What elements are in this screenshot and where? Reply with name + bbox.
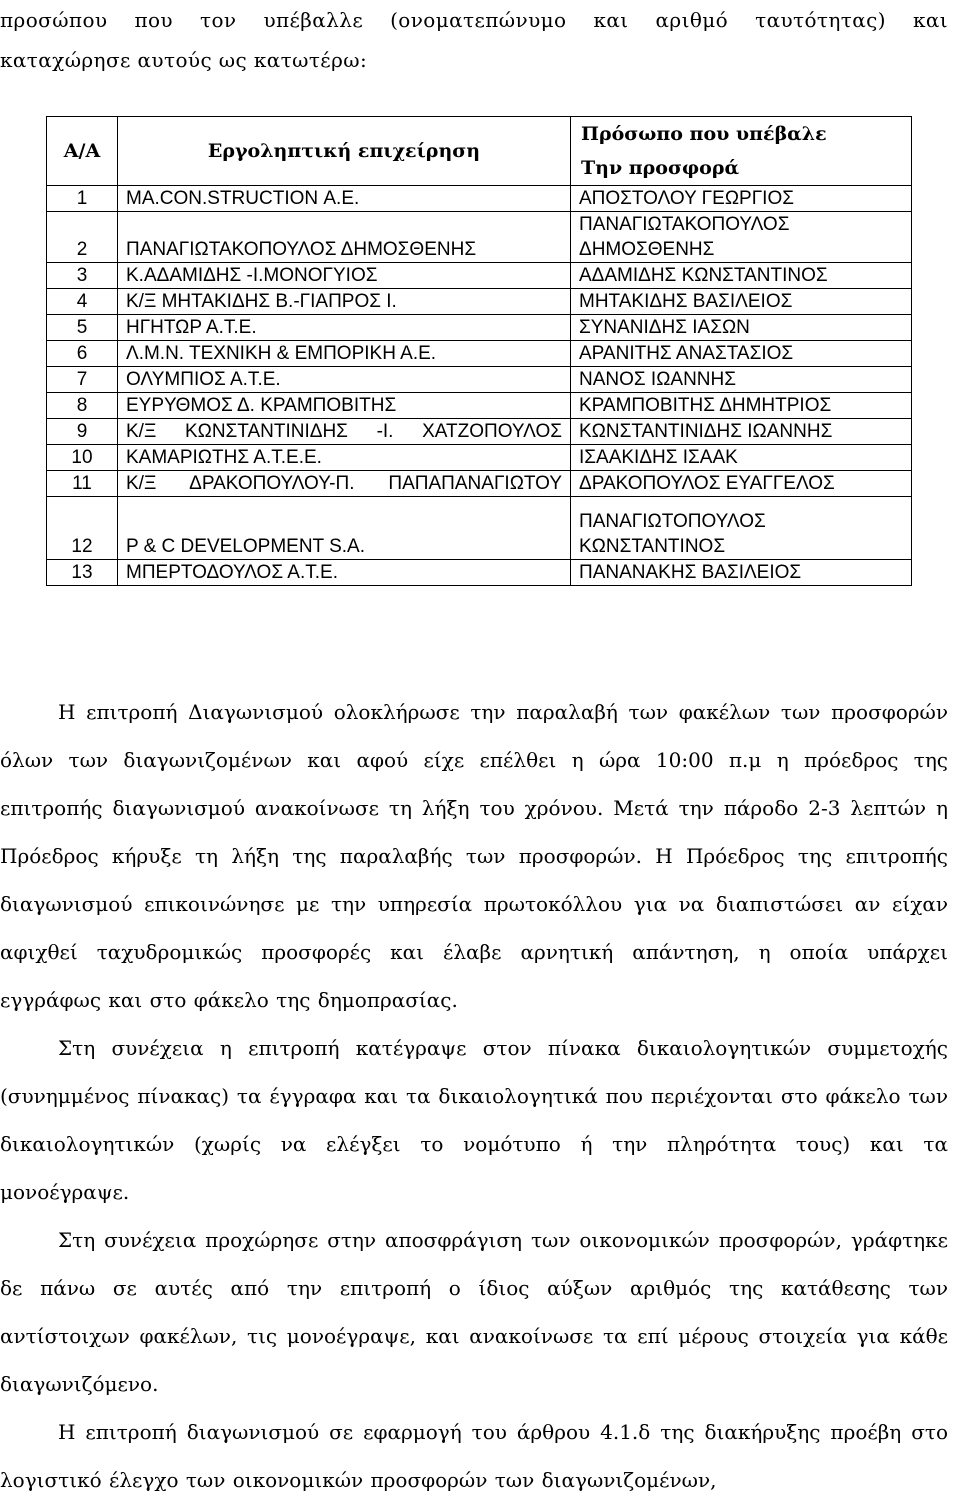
- row-company: [118, 419, 571, 445]
- header-person: [571, 117, 912, 186]
- row-number: 5: [47, 315, 118, 341]
- row-number: 10: [47, 445, 118, 471]
- table-row: [47, 560, 912, 586]
- row-company: Κ.ΑΔΑΜΙΔΗΣ -Ι.ΜΟΝΟΓΥΙΟΣ: [118, 263, 571, 289]
- offers-table: [46, 116, 912, 586]
- row-person: ΚΩΝΣΤΑΝΤΙΝΙΔΗΣ ΙΩΑΝΝΗΣ: [571, 419, 912, 445]
- row-number: 9: [47, 419, 118, 445]
- paragraph: Στη συνέχεια η επιτροπή κατέγραψε στον πίνακα δικαιολογητικών συμμετοχής (συνημμένος πίνακας) τα έγγραφα και τα δικαιολογητικά που περιέχονται στο φάκελο των δικαιολογητικών (χωρίς να ελέγξει το νομότυπο ή την πληρότητα τους) και τα μονοέγραψε.: [0, 1036, 948, 1204]
- table-row: [47, 341, 912, 367]
- table-row: [47, 367, 912, 393]
- row-person: ΑΠΟΣΤΟΛΟΥ ΓΕΩΡΓΙΟΣ: [571, 186, 912, 212]
- row-number: 8: [47, 393, 118, 419]
- row-person: ΜΗΤΑΚΙΔΗΣ ΒΑΣΙΛΕΙΟΣ: [571, 289, 912, 315]
- header-person-line-1: Πρόσωπο που υπέβαλε: [581, 123, 827, 145]
- row-company-text: Κ/Ξ ΚΩΝΣΤΑΝΤΙΝΙΔΗΣ -Ι. ΧΑΤΖΟΠΟΥΛΟΣ: [126, 421, 562, 442]
- intro-line-2: καταχώρησε αυτούς ως κατωτέρω:: [0, 48, 368, 72]
- row-person: ΠΑΝΑΓΙΩΤΟΠΟΥΛΟΣ ΚΩΝΣΤΑΝΤΙΝΟΣ: [571, 497, 912, 560]
- row-number: 3: [47, 263, 118, 289]
- row-company: ΠΑΝΑΓΙΩΤΑΚΟΠΟΥΛΟΣ ΔΗΜΟΣΘΕΝΗΣ: [118, 212, 571, 263]
- row-company: ΟΛΥΜΠΙΟΣ Α.Τ.Ε.: [118, 367, 571, 393]
- row-person: ΙΣΑΑΚΙΔΗΣ ΙΣΑΑΚ: [571, 445, 912, 471]
- paragraph: Η επιτροπή διαγωνισμού σε εφαρμογή του άρθρου 4.1.δ της διακήρυξης προέβη στο λογιστικό έλεγχο των οικονομικών προσφορών των διαγωνιζομένων,: [0, 1420, 948, 1492]
- row-person: ΑΔΑΜΙΔΗΣ ΚΩΝΣΤΑΝΤΙΝΟΣ: [571, 263, 912, 289]
- row-number: 6: [47, 341, 118, 367]
- header-aa: Α/Α: [47, 117, 118, 186]
- body-text: [0, 688, 948, 1504]
- intro-text: [0, 0, 948, 80]
- header-company: Εργοληπτική επιχείρηση: [118, 117, 571, 186]
- table-row: [47, 315, 912, 341]
- row-number: 2: [47, 212, 118, 263]
- row-number: 1: [47, 186, 118, 212]
- paragraph: Η επιτροπή Διαγωνισμού ολοκλήρωσε την παραλαβή των φακέλων των προσφορών όλων των διαγωνιζομένων και αφού είχε επέλθει η ώρα 10:00 π.μ η πρόεδρος της επιτροπής διαγωνισμού ανακοίνωσε τη λήξη του χρόνου. Μετά την πάροδο 2-3 λεπτών η Πρόεδρος κήρυξε τη λήξη της παραλαβής των προσφορών. Η Πρόεδρος της επιτροπής διαγωνισμού επικοινώνησε με την υπηρεσία πρωτοκόλλου για να διαπιστώσει αν είχαν αφιχθεί ταχυδρομικώς προσφορές και έλαβε αρνητική απάντηση, η οποία υπάρχει εγγράφως και στο φάκελο της δημοπρασίας.: [0, 700, 948, 1012]
- row-company: ΜΠΕΡΤΟΔΟΥΛΟΣ Α.Τ.Ε.: [118, 560, 571, 586]
- row-person: ΠΑΝΑΝΑΚΗΣ ΒΑΣΙΛΕΙΟΣ: [571, 560, 912, 586]
- row-company: ΚΑΜΑΡΙΩΤΗΣ Α.Τ.Ε.Ε.: [118, 445, 571, 471]
- paragraph: Στη συνέχεια προχώρησε στην αποσφράγιση των οικονομικών προσφορών, γράφτηκε δε πάνω σε αυτές από την επιτροπή ο ίδιος αύξων αριθμός της κατάθεσης των αντίστοιχων φακέλων, τις μονοέγραψε, και ανακοίνωσε τα επί μέρους στοιχεία για κάθε διαγωνιζόμενο.: [0, 1228, 948, 1396]
- row-person: ΝΑΝΟΣ ΙΩΑΝΝΗΣ: [571, 367, 912, 393]
- table-row: [47, 263, 912, 289]
- row-company: [118, 471, 571, 497]
- table-row: [47, 419, 912, 445]
- row-company: Κ/Ξ ΜΗΤΑΚΙΔΗΣ Β.-ΓΙΑΠΡΟΣ Ι.: [118, 289, 571, 315]
- row-person: ΠΑΝΑΓΙΩΤΑΚΟΠΟΥΛΟΣ ΔΗΜΟΣΘΕΝΗΣ: [571, 212, 912, 263]
- row-number: 4: [47, 289, 118, 315]
- table-row: [47, 497, 912, 560]
- row-company: P & C DEVELOPMENT S.A.: [118, 497, 571, 560]
- row-company: ΜΑ.CON.STRUCTION Α.Ε.: [118, 186, 571, 212]
- table-row: [47, 212, 912, 263]
- table-row: [47, 186, 912, 212]
- table-row: [47, 471, 912, 497]
- row-company-text: Κ/Ξ ΔΡΑΚΟΠΟΥΛΟΥ-Π. ΠΑΠΑΠΑΝΑΓΙΩΤΟΥ: [126, 473, 562, 494]
- row-company: ΕΥΡΥΘΜΟΣ Δ. ΚΡΑΜΠΟΒΙΤΗΣ: [118, 393, 571, 419]
- header-person-line-2: Την προσφορά: [581, 157, 740, 179]
- row-number: 7: [47, 367, 118, 393]
- table-row: [47, 393, 912, 419]
- row-person: ΚΡΑΜΠΟΒΙΤΗΣ ΔΗΜΗΤΡΙΟΣ: [571, 393, 912, 419]
- intro-line-1: προσώπου που τον υπέβαλλε (ονοματεπώνυμο και αριθμό ταυτότητας) και: [0, 8, 948, 32]
- table-row: [47, 289, 912, 315]
- row-person: ΑΡΑΝΙΤΗΣ ΑΝΑΣΤΑΣΙΟΣ: [571, 341, 912, 367]
- row-person: ΣΥΝΑΝΙΔΗΣ ΙΑΣΩΝ: [571, 315, 912, 341]
- row-person: ΔΡΑΚΟΠΟΥΛΟΣ ΕΥΑΓΓΕΛΟΣ: [571, 471, 912, 497]
- row-company: Λ.Μ.Ν. ΤΕΧΝΙΚΗ & ΕΜΠΟΡΙΚΗ Α.Ε.: [118, 341, 571, 367]
- table-header-row: [47, 117, 912, 186]
- row-company: ΗΓΗΤΩΡ Α.Τ.Ε.: [118, 315, 571, 341]
- row-number: 13: [47, 560, 118, 586]
- row-number: 12: [47, 497, 118, 560]
- row-number: 11: [47, 471, 118, 497]
- table-row: [47, 445, 912, 471]
